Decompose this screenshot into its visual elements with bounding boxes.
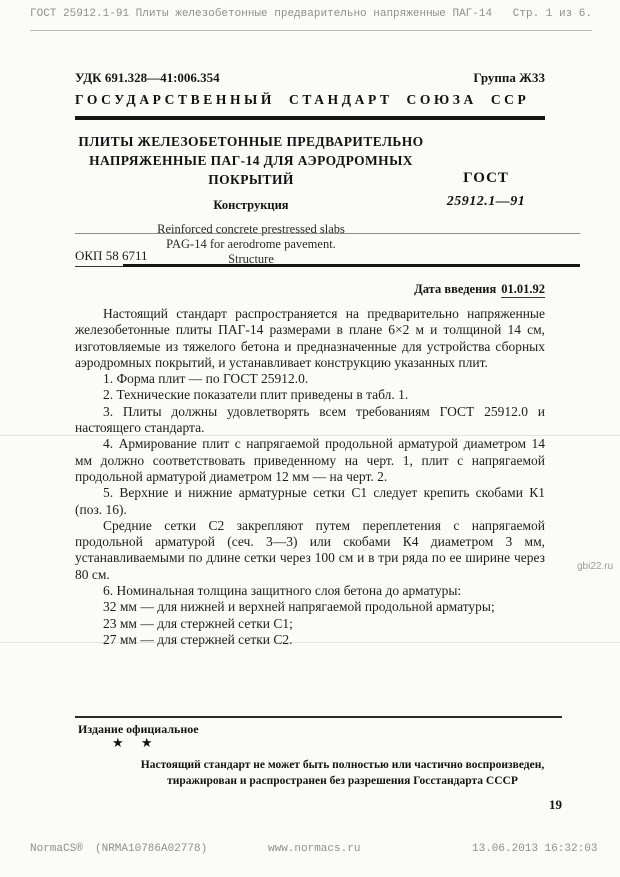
title-ru-line: ПЛИТЫ ЖЕЛЕЗОБЕТОННЫЕ ПРЕДВАРИТЕЛЬНО xyxy=(78,134,424,149)
group-code: Группа Ж33 xyxy=(473,70,545,85)
title-ru-line: НАПРЯЖЕННЫЕ ПАГ-14 ДЛЯ АЭРОДРОМНЫХ xyxy=(89,153,413,168)
okp-code: ОКП 58 6711 xyxy=(75,248,151,267)
site-watermark: gbi22.ru xyxy=(577,561,614,572)
page-number: 19 xyxy=(549,797,562,812)
document-title-ru xyxy=(75,132,427,189)
body-paragraph: Настоящий стандарт распространяется на предварительно напряженные железобетонные плиты ПАГ-14 размерами в плане 6×2 м и толщиной 14 см, изготовляемые из тяжелого бетона и предназначенные для устройства сборных аэродромных покрытий, и устанавливает конструкцию указанных плит. xyxy=(75,306,545,370)
body-paragraph: 32 мм — для нижней и верхней напрягаемой продольной арматуры; xyxy=(103,599,495,615)
document-subtitle-ru: Конструкция xyxy=(213,198,289,212)
okp-divider xyxy=(123,264,580,267)
effective-date-value: 01.01.92 xyxy=(501,282,545,296)
title-en-line: Structure xyxy=(228,252,274,266)
effective-date-label: Дата введения xyxy=(414,282,497,296)
okp-row xyxy=(75,248,580,267)
body-paragraph: 23 мм — для стержней сетки С1; xyxy=(103,615,293,631)
body-paragraph: 5. Верхние и нижние арматурные сетки С1 следует крепить скобами К1 (поз. 16). xyxy=(75,485,545,517)
body-paragraph: 4. Армирование плит с напрягаемой продольной арматурой диаметром 14 мм должно соответствовать приведенному на черт. 1, плит с напрягаемой продольной арматурой диаметром 12 мм — на черт. 2. xyxy=(75,436,545,484)
title-block-divider xyxy=(75,233,580,234)
body-paragraph: 3. Плиты должны удовлетворять всем требованиям ГОСТ 25912.0 и настоящего стандарта. xyxy=(75,403,545,436)
udk-group-row xyxy=(75,70,545,86)
effective-date-row xyxy=(75,282,545,297)
viewer-timestamp: 13.06.2013 16:32:03 xyxy=(472,843,598,855)
udk-code: УДК 691.328—41:006.354 xyxy=(75,70,220,85)
body-paragraph: 1. Форма плит — по ГОСТ 25912.0. xyxy=(103,371,309,387)
viewer-website: www.normacs.ru xyxy=(268,843,361,855)
scan-viewer-header xyxy=(30,8,592,20)
viewer-document-title: ГОСТ 25912.1-91 Плиты железобетонные предварительно напряженные ПАГ-14 xyxy=(30,8,493,20)
edition-note: Издание официальное xyxy=(78,722,199,736)
gost-number: 25912.1—91 xyxy=(446,194,526,209)
copyright-notice: Настоящий стандарт не может быть полностью или частично воспроизведен, тиражирован и распространен без разрешения Госстандарта СССР xyxy=(140,759,545,787)
title-left-column xyxy=(75,132,427,267)
title-block xyxy=(75,132,545,267)
viewer-app-name: NormaCS® xyxy=(30,843,83,855)
body-paragraph: 2. Технические показатели плит приведены в табл. 1. xyxy=(103,387,409,403)
viewer-license-id: (NRMA10786A02778) xyxy=(95,843,208,855)
stars-mark: ★ ★ xyxy=(112,735,153,750)
viewer-page-indicator: Стр. 1 из 6. xyxy=(512,8,592,20)
gost-label: ГОСТ xyxy=(463,170,509,186)
title-en-line: PAG-14 for aerodrome pavement. xyxy=(166,237,336,251)
gost-designation-block xyxy=(427,132,545,267)
document-body xyxy=(75,306,545,648)
standard-type-heading: ГОСУДАРСТВЕННЫЙ СТАНДАРТ СОЮЗА ССР xyxy=(75,92,545,120)
title-en-line: Reinforced concrete prestressed slabs xyxy=(157,222,345,236)
body-paragraph: Средние сетки С2 закрепляют путем переплетения с напрягаемой продольной арматурой (сеч. 3—3) или скобами К4 диаметром 3 мм, устанавливаемыми по длине сетки через 100 см и в три ряда по ее ширине через 80 см. xyxy=(75,517,545,582)
body-paragraph: 6. Номинальная толщина защитного слоя бетона до арматуры: xyxy=(103,583,462,599)
body-paragraph: 27 мм — для стержней сетки С2. xyxy=(103,631,293,647)
title-ru-line: ПОКРЫТИЙ xyxy=(208,172,294,187)
edition-divider xyxy=(75,716,562,718)
viewer-header-divider xyxy=(30,30,592,31)
